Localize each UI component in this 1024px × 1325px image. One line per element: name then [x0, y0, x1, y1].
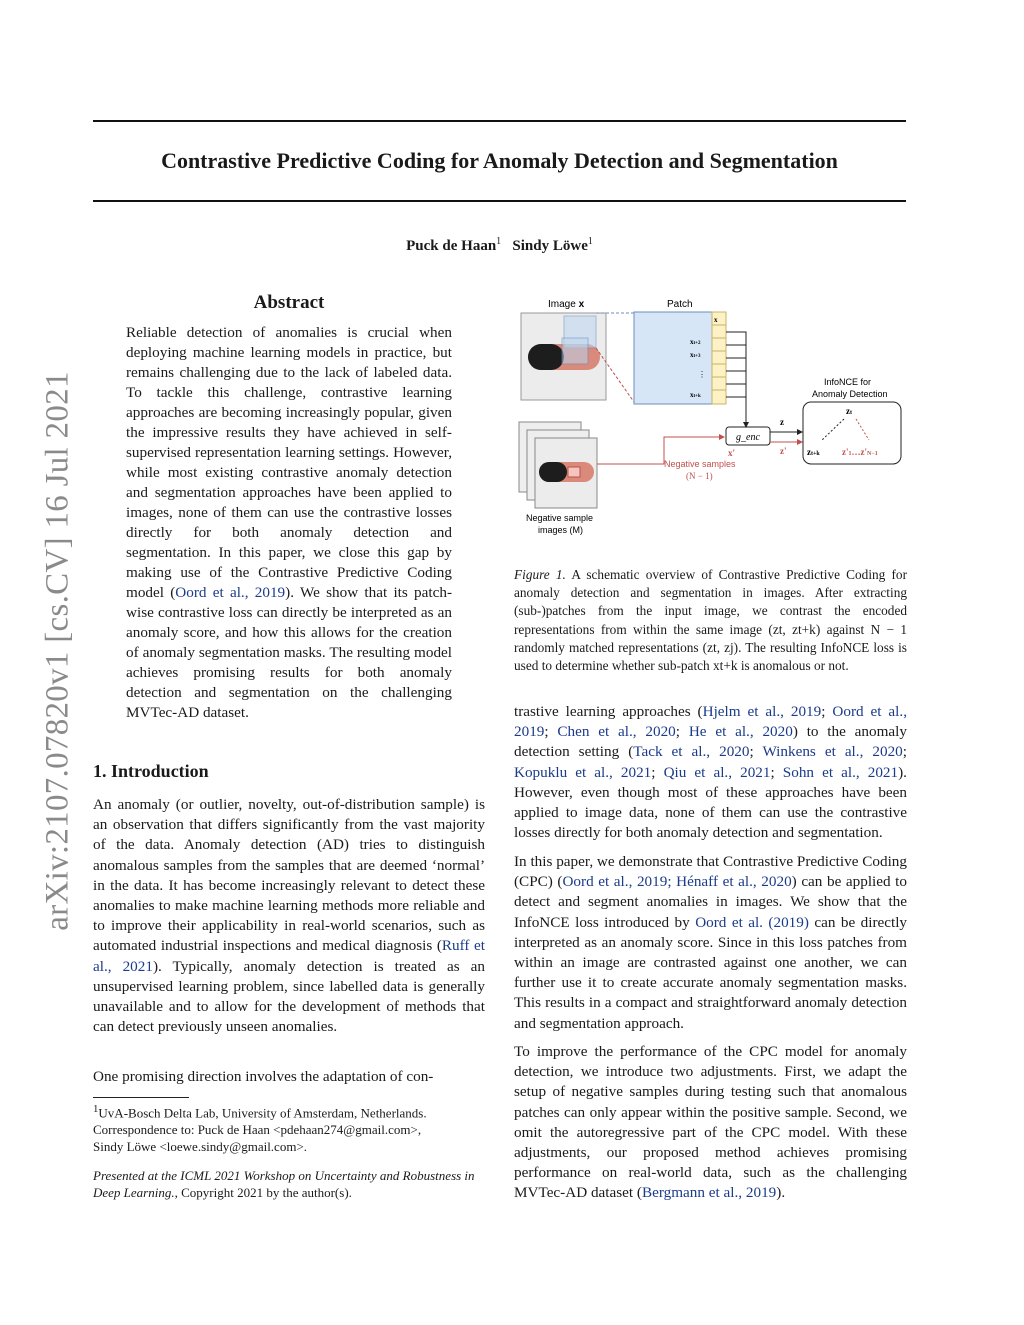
citation-link[interactable]: Ruff et al., 2021: [93, 937, 485, 975]
footnote-rule: [93, 1097, 189, 1098]
citation-link[interactable]: Bergmann et al., 2019: [641, 1184, 777, 1202]
author-affiliation: 1: [587, 236, 593, 247]
body-paragraph: To improve the performance of the CPC model for anomaly detection, we introduce two adjustments. First, we adapt the setup of negative samples during testing such that anomalous patches can only appear within the positive sample. Second, we omit the autoregressive part of the CPC model. With these adjustments, our proposed method achieves promising performance on real-world data, such as the challenging MVTec-AD dataset (Bergmann et al., 2019).: [514, 1043, 907, 1202]
patch-grid: [634, 312, 726, 404]
svg-text:⋮: ⋮: [698, 370, 706, 379]
fig-label-neg-images-m: images (M): [538, 525, 584, 535]
citation-link[interactable]: Oord et al., 2019: [175, 584, 286, 601]
citation-link[interactable]: He et al., 2020: [688, 723, 793, 741]
author-name: Puck de Haan: [406, 238, 497, 254]
section-heading-introduction: 1. Introduction: [93, 761, 209, 781]
citation-link[interactable]: Qiu et al., 2021: [663, 763, 771, 781]
fig-label-image: Image x: [548, 299, 585, 310]
svg-text:x: x: [714, 316, 718, 324]
svg-text:zt: zt: [846, 406, 852, 416]
intro-paragraph: One promising direction involves the adaptation of con-: [93, 1068, 434, 1085]
citation-link[interactable]: Kopuklu et al., 2021: [514, 763, 652, 781]
author-name: Sindy Löwe: [512, 238, 588, 254]
citation-link[interactable]: Winkens et al., 2020: [762, 743, 903, 761]
fig-label-infonce: InfoNCE for: [824, 377, 872, 387]
figure-caption-label: Figure 1.: [514, 567, 566, 582]
svg-text:z'1…z'N−1: z'1…z'N−1: [842, 447, 878, 457]
citation-link[interactable]: Chen et al., 2020: [557, 723, 676, 741]
input-image-thumbnail: [521, 313, 606, 400]
svg-text:xt+2: xt+2: [690, 338, 701, 346]
citation-link[interactable]: Oord et al. (2019): [695, 913, 809, 931]
citation-link[interactable]: Hjelm et al., 2019: [702, 703, 822, 720]
arxiv-identifier: arXiv:2107.07820v1 [cs.CV] 16 Jul 2021: [39, 371, 76, 931]
top-rule: [93, 120, 906, 122]
svg-text:x': x': [728, 448, 736, 458]
citation-link[interactable]: Oord et al., 2019: [514, 703, 907, 741]
fig-label-negative-count: (N − 1): [686, 471, 713, 481]
svg-text:zt+k: zt+k: [807, 447, 820, 457]
author-list: [93, 236, 906, 255]
body-paragraph: In this paper, we demonstrate that Contrastive Predictive Coding (CPC) (Oord et al., 2019; Hénaff et al., 2020) can be applied to detect and segment anomalies in images. We show that the InfoNCE loss introduced by Oord et al. (2019) can be directly interpreted as an anomaly score. Since in this loss patches from within an image are contrasted against one another, we can further use it to create accurate anomaly segmentation masks. This results in a compact and straightforward anomaly detection and segmentation approach.: [514, 853, 908, 1032]
footnote: $^1$UvA-Bosch Delta Lab, University of Amsterdam, Netherlands. Correspondence to: Puck de Haan <pdehaan274@gmail.com>, Sindy Löwe <loewe.sindy@gmail.com>.: [93, 1103, 427, 1155]
citation-link[interactable]: Tack et al., 2020: [633, 743, 750, 761]
svg-text:xt+k: xt+k: [690, 391, 701, 399]
citation-link[interactable]: Oord et al., 2019; Hénaff et al., 2020: [562, 873, 792, 891]
negative-sample-images: [519, 422, 597, 508]
presented-note: Presented at the ICML 2021 Workshop on Uncertainty and Robustness in Deep Learning., Copyright 2021 by the author(s).: [93, 1168, 475, 1200]
figure-caption: Figure 1. A schematic overview of Contrastive Predictive Coding for anomaly detection and segmentation in images. After extracting (sub-)patches from the input image, we contrast the encoded representations from within the same image (zt, zt+k) against N − 1 randomly matched representations (zt, zj). The resulting InfoNCE loss is used to determine whether sub-patch xt+k is anomalous or not.: [514, 567, 908, 674]
fig-label-infonce-ad: Anomaly Detection: [812, 389, 888, 399]
figure-cpc-schematic: [514, 292, 907, 542]
author-affiliation: 1: [496, 236, 502, 247]
fig-label-negative-samples: Negative samples: [664, 459, 736, 469]
fig-label-patch: Patch: [667, 299, 693, 310]
abstract-text: Reliable detection of anomalies is crucial when deploying machine learning models in practice, but remains challenging due to the lack of labeled data. To tackle this challenge, contrastive learning approaches are becoming increasingly popular, given the impressive results they have achieved in self-supervised representation learning settings. However, while most existing contrastive anomaly detection and segmentation approaches have been applied to images, none of them can use the contrastive losses directly for both anomaly detection and segmentation. In this paper, we close this gap by making use of the Contrastive Predictive Coding model (Oord et al., 2019). We show that its patch-wise contrastive loss can directly be interpreted as an anomaly score, and how this allows for the creation of anomaly segmentation masks. The resulting model achieves promising results for both anomaly detection and segmentation on the challenging MVTec-AD dataset.: [126, 324, 452, 721]
abstract-heading: Abstract: [253, 292, 325, 313]
paper-title: Contrastive Predictive Coding for Anomaly Detection and Segmentation: [161, 148, 838, 173]
body-paragraph: trastive learning approaches (Hjelm et al., 2019; Oord et al., 2019; Chen et al., 2020; He et al., 2020) to the anomaly detection setting (Tack et al., 2020; Winkens et al., 2020; Kopuklu et al., 2021; Qiu et al., 2021; Sohn et al., 2021). However, even though most of these approaches have been applied to image data, none of them can use the contrastive losses directly for both anomaly detection and segmentation.: [514, 703, 907, 842]
svg-text:z': z': [780, 446, 787, 456]
svg-text:z: z: [780, 417, 784, 427]
title-bottom-rule: [93, 200, 906, 202]
citation-link[interactable]: Sohn et al., 2021: [782, 763, 899, 781]
intro-paragraph: An anomaly (or outlier, novelty, out-of-distribution sample) is an observation that differs significantly from the vast majority of the data. Anomaly detection (AD) tries to distinguish anomalous samples from the samples that are deemed ‘normal’ in the data. It has become increasingly relevant to detect these anomalies to make machine learning methods more reliable and to improve their applicability in real-world scenarios, such as automated industrial inspections and medical diagnosis (Ruff et al., 2021). Typically, anomaly detection is treated as an unsupervised learning problem, since labelled data is generally unavailable and to allow for the development of methods that can detect previously unseen anomalies.: [93, 796, 485, 1036]
fig-label-encoder: g_enc: [736, 432, 760, 443]
fig-label-neg-images: Negative sample: [526, 513, 594, 523]
svg-text:xt+3: xt+3: [690, 351, 701, 359]
